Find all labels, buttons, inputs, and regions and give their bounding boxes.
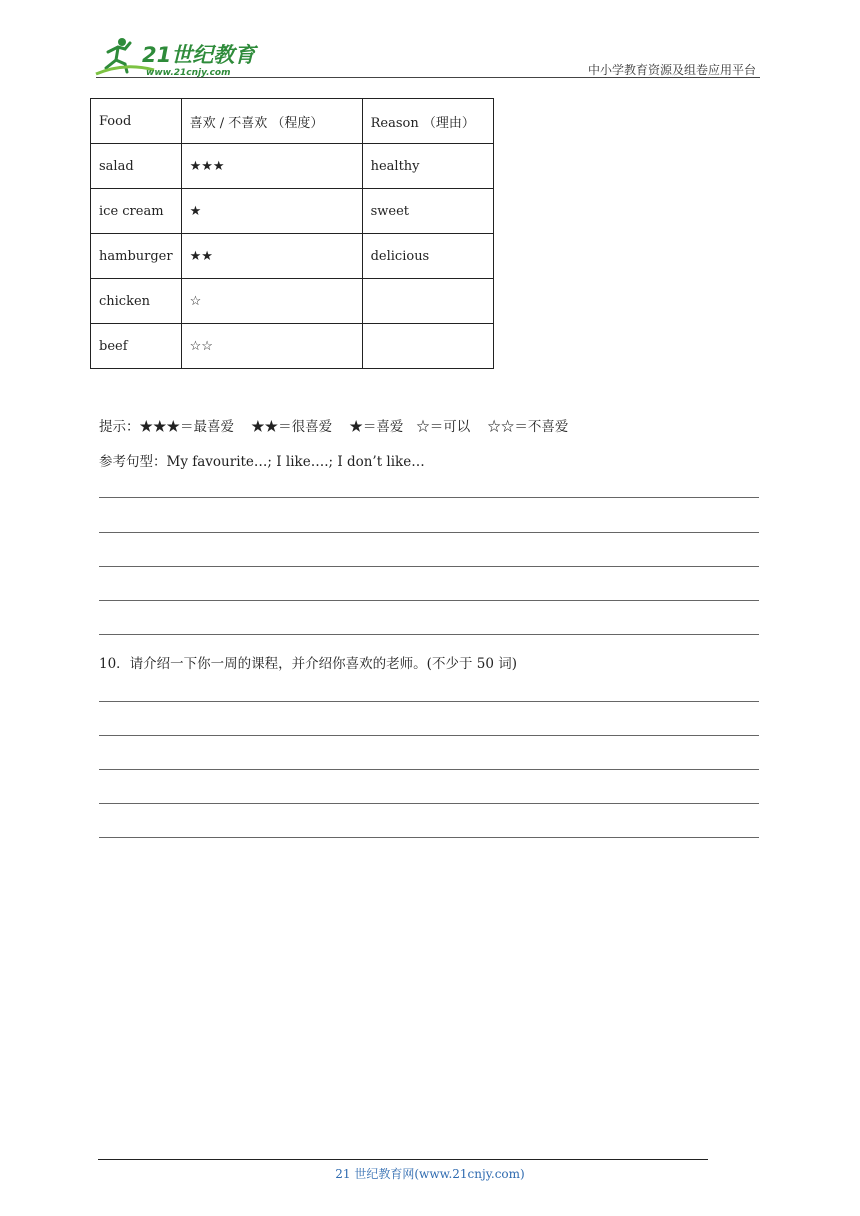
- table-row: [91, 189, 494, 234]
- answer-line[interactable]: [99, 566, 759, 567]
- answer-line[interactable]: [99, 735, 759, 736]
- logo-main-text: 21世纪教育: [142, 43, 256, 67]
- header-divider: [96, 77, 760, 78]
- reason-cell: sweet: [362, 189, 493, 234]
- rating-hint: 提示：★★★＝最喜爱 ★★＝很喜爱 ★＝喜爱 ☆＝可以 ☆☆＝不喜爱: [99, 419, 569, 435]
- food-preference-table: [90, 98, 494, 369]
- answer-line[interactable]: [99, 803, 759, 804]
- reason-cell: healthy: [362, 144, 493, 189]
- answer-line[interactable]: [99, 497, 759, 498]
- header-food: Food: [91, 99, 182, 144]
- table-row: [91, 279, 494, 324]
- rating-cell: ★★★: [181, 144, 362, 189]
- sentence-pattern: 参考句型：My favourite…; I like….; I don’t like…: [99, 454, 425, 470]
- answer-line[interactable]: [99, 837, 759, 838]
- answer-line[interactable]: [99, 600, 759, 601]
- rating-cell: ★★: [181, 234, 362, 279]
- food-cell: hamburger: [91, 234, 182, 279]
- food-cell: salad: [91, 144, 182, 189]
- answer-line[interactable]: [99, 769, 759, 770]
- question-10: 10．请介绍一下你一周的课程，并介绍你喜欢的老师。(不少于 50 词): [99, 656, 517, 672]
- answer-line[interactable]: [99, 532, 759, 533]
- answer-line[interactable]: [99, 634, 759, 635]
- answer-line[interactable]: [99, 701, 759, 702]
- rating-cell: ★: [181, 189, 362, 234]
- rating-cell: ☆: [181, 279, 362, 324]
- reason-cell[interactable]: [362, 324, 493, 369]
- footer-divider: [98, 1159, 708, 1160]
- table-header-row: [91, 99, 494, 144]
- footer-link[interactable]: 21 世纪教育网(www.21cnjy.com): [335, 1167, 525, 1181]
- header-preference: 喜欢 / 不喜欢 （程度）: [181, 99, 362, 144]
- table-row: [91, 234, 494, 279]
- logo-sub-text: www.21cnjy.com: [146, 68, 231, 78]
- site-logo: [94, 34, 264, 78]
- reason-cell[interactable]: [362, 279, 493, 324]
- food-cell: chicken: [91, 279, 182, 324]
- food-cell: beef: [91, 324, 182, 369]
- rating-cell: ☆☆: [181, 324, 362, 369]
- reason-cell: delicious: [362, 234, 493, 279]
- header-platform-text: 中小学教育资源及组卷应用平台: [587, 63, 756, 77]
- header-reason: Reason （理由）: [362, 99, 493, 144]
- table-row: [91, 324, 494, 369]
- food-cell: ice cream: [91, 189, 182, 234]
- table-row: [91, 144, 494, 189]
